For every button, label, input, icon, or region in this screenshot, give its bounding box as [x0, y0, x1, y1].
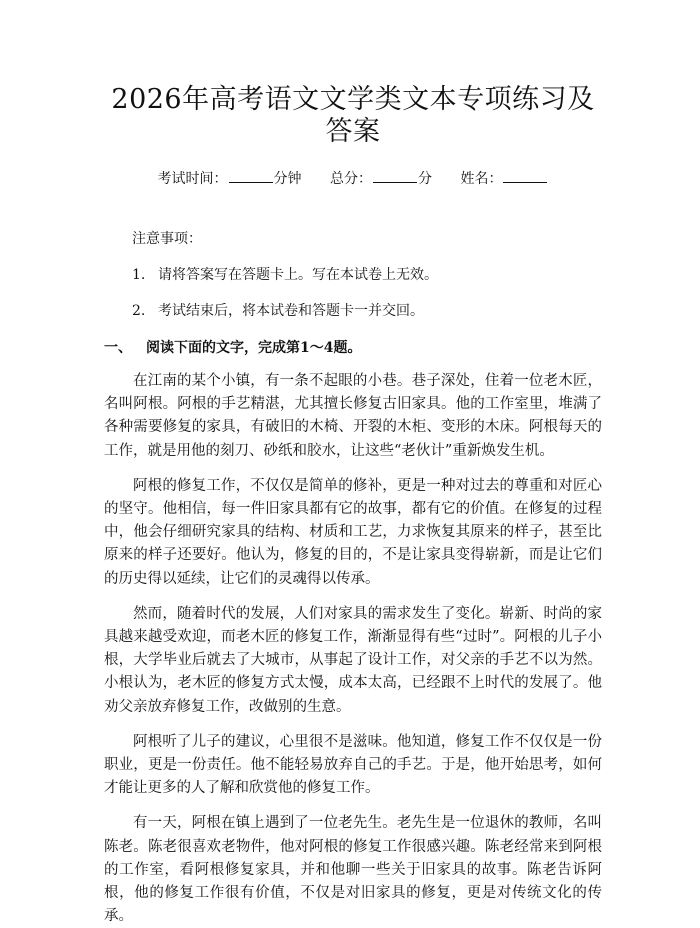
score-label: 总分： [330, 171, 372, 187]
exam-score [330, 171, 432, 187]
passage-paragraph: 阿根听了儿子的建议，心里很不是滋味。他知道，修复工作不仅仅是一份职业，更是一份责任。他不能轻易放弃自己的手艺。于是，他开始思考，如何才能让更多的人了解和欣赏他的修复工作。 [104, 733, 602, 797]
section-heading [104, 338, 602, 358]
passage-paragraph: 阿根的修复工作，不仅仅是简单的修补，更是一种对过去的尊重和对匠心的坚守。他相信，每一件旧家具都有它的故事，都有它的价值。在修复的过程中，他会仔细研究家具的结构、材质和工艺，力求恢复其原来的样子，甚至比原来的样子还要好。他认为，修复的目的，不是让家具变得崭新，而是让它们的历史得以延续，让它们的灵魂得以传承。 [104, 477, 602, 587]
notes-title: 注意事项： [132, 231, 202, 247]
note-text: 请将答案写在答题卡上。写在本试卷上无效。 [158, 267, 438, 283]
exam-meta [104, 169, 602, 189]
passage-paragraph: 在江南的某个小镇，有一条不起眼的小巷。巷子深处，住着一位老木匠，名叫阿根。阿根的手艺精湛，尤其擅长修复古旧家具。他的工作室里，堆满了各种需要修复的家具，有破旧的木椅、开裂的木柜、变形的木床。阿根每天的工作，就是用他的刻刀、砂纸和胶水，让这些“老伙计”重新焕发生机。 [104, 373, 602, 459]
document-title: 2026年高考语文文学类文本专项练习及答案 [111, 84, 595, 147]
score-unit: 分 [418, 171, 432, 187]
note-text: 考试结束后，将本试卷和答题卡一并交回。 [158, 303, 424, 319]
time-label: 考试时间： [157, 171, 228, 187]
exam-time [158, 171, 302, 187]
score-blank [373, 169, 417, 183]
note-number: 1. [132, 267, 146, 283]
note-item [104, 301, 602, 321]
name-label: 姓名： [460, 171, 503, 187]
time-blank [229, 169, 273, 183]
exam-name [460, 171, 548, 187]
name-blank [503, 169, 547, 183]
section-number: 一、 [104, 340, 132, 356]
time-unit: 分钟 [273, 171, 302, 187]
note-item [104, 265, 602, 285]
passage-paragraph: 有一天，阿根在镇上遇到了一位老先生。老先生是一位退休的教师，名叫陈老。陈老很喜欢老物件，他对阿根的修复工作很感兴趣。陈老经常来到阿根的工作室，看阿根修复家具，并和他聊一些关于旧家具的故事。陈老告诉阿根，他的修复工作很有价值，不仅是对旧家具的修复，更是对传统文化的传承。 [104, 815, 602, 925]
section-text: 阅读下面的文字，完成第1～4题。 [146, 340, 362, 356]
note-number: 2. [132, 303, 146, 319]
passage-paragraph: 然而，随着时代的发展，人们对家具的需求发生了变化。崭新、时尚的家具越来越受欢迎，而老木匠的修复工作，渐渐显得有些“过时”。阿根的儿子小根，大学毕业后就去了大城市，从事起了设计工作，对父亲的手艺不以为然。小根认为，老木匠的修复方式太慢，成本太高，已经跟不上时代的发展了。他劝父亲放弃修复工作，改做别的生意。 [104, 605, 602, 715]
notes [104, 229, 602, 321]
